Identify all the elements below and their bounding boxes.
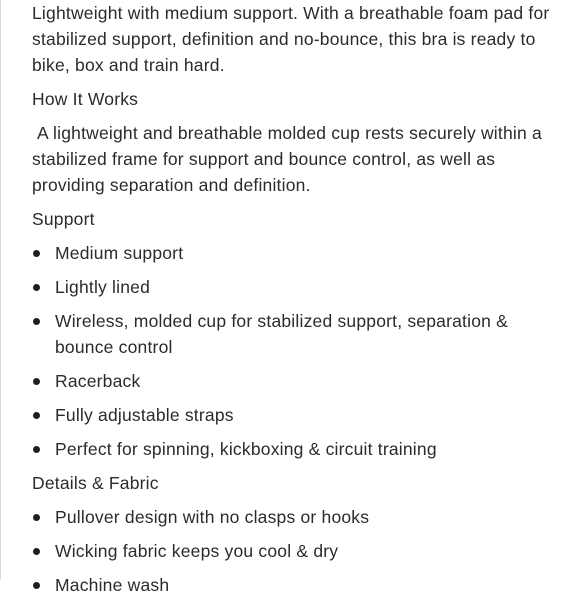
- list-item: [32, 274, 552, 300]
- list-item-text: Perfect for spinning, kickboxing & circuit training: [55, 439, 437, 459]
- list-item: [32, 240, 552, 266]
- list-item: [32, 368, 552, 394]
- bullet-icon: [33, 412, 40, 419]
- list-item-text: Medium support: [55, 243, 184, 263]
- list-item-text: Pullover design with no clasps or hooks: [55, 507, 370, 527]
- list-item-text: Racerback: [55, 371, 141, 391]
- support-heading: Support: [32, 209, 95, 229]
- support-list: [32, 240, 552, 462]
- left-divider: [0, 0, 1, 580]
- list-item-text: Wireless, molded cup for stabilized support, separation & bounce control: [55, 311, 509, 357]
- how-it-works-heading: How It Works: [32, 89, 139, 109]
- how-it-works-text: A lightweight and breathable molded cup rests securely within a stabilized frame for support and bounce control, as well as providing separation and definition.: [32, 123, 542, 195]
- list-item: [32, 436, 552, 462]
- bullet-icon: [33, 284, 40, 291]
- details-fabric-list: [32, 504, 552, 598]
- list-item-text: Fully adjustable straps: [55, 405, 234, 425]
- list-item: [32, 504, 552, 530]
- list-item: [32, 538, 552, 564]
- list-item-text: Machine wash: [55, 575, 170, 595]
- product-description: [32, 0, 552, 606]
- bullet-icon: [33, 582, 40, 589]
- list-item: [32, 572, 552, 598]
- bullet-icon: [33, 318, 40, 325]
- bullet-icon: [33, 446, 40, 453]
- list-item-text: Wicking fabric keeps you cool & dry: [55, 541, 339, 561]
- details-fabric-heading: Details & Fabric: [32, 473, 159, 493]
- list-item: [32, 308, 552, 360]
- bullet-icon: [33, 514, 40, 521]
- bullet-icon: [33, 250, 40, 257]
- intro-paragraph: Lightweight with medium support. With a breathable foam pad for stabilized support, definition and no-bounce, this bra is ready to bike, box and train hard.: [32, 3, 550, 75]
- bullet-icon: [33, 378, 40, 385]
- bullet-icon: [33, 548, 40, 555]
- list-item: [32, 402, 552, 428]
- list-item-text: Lightly lined: [55, 277, 151, 297]
